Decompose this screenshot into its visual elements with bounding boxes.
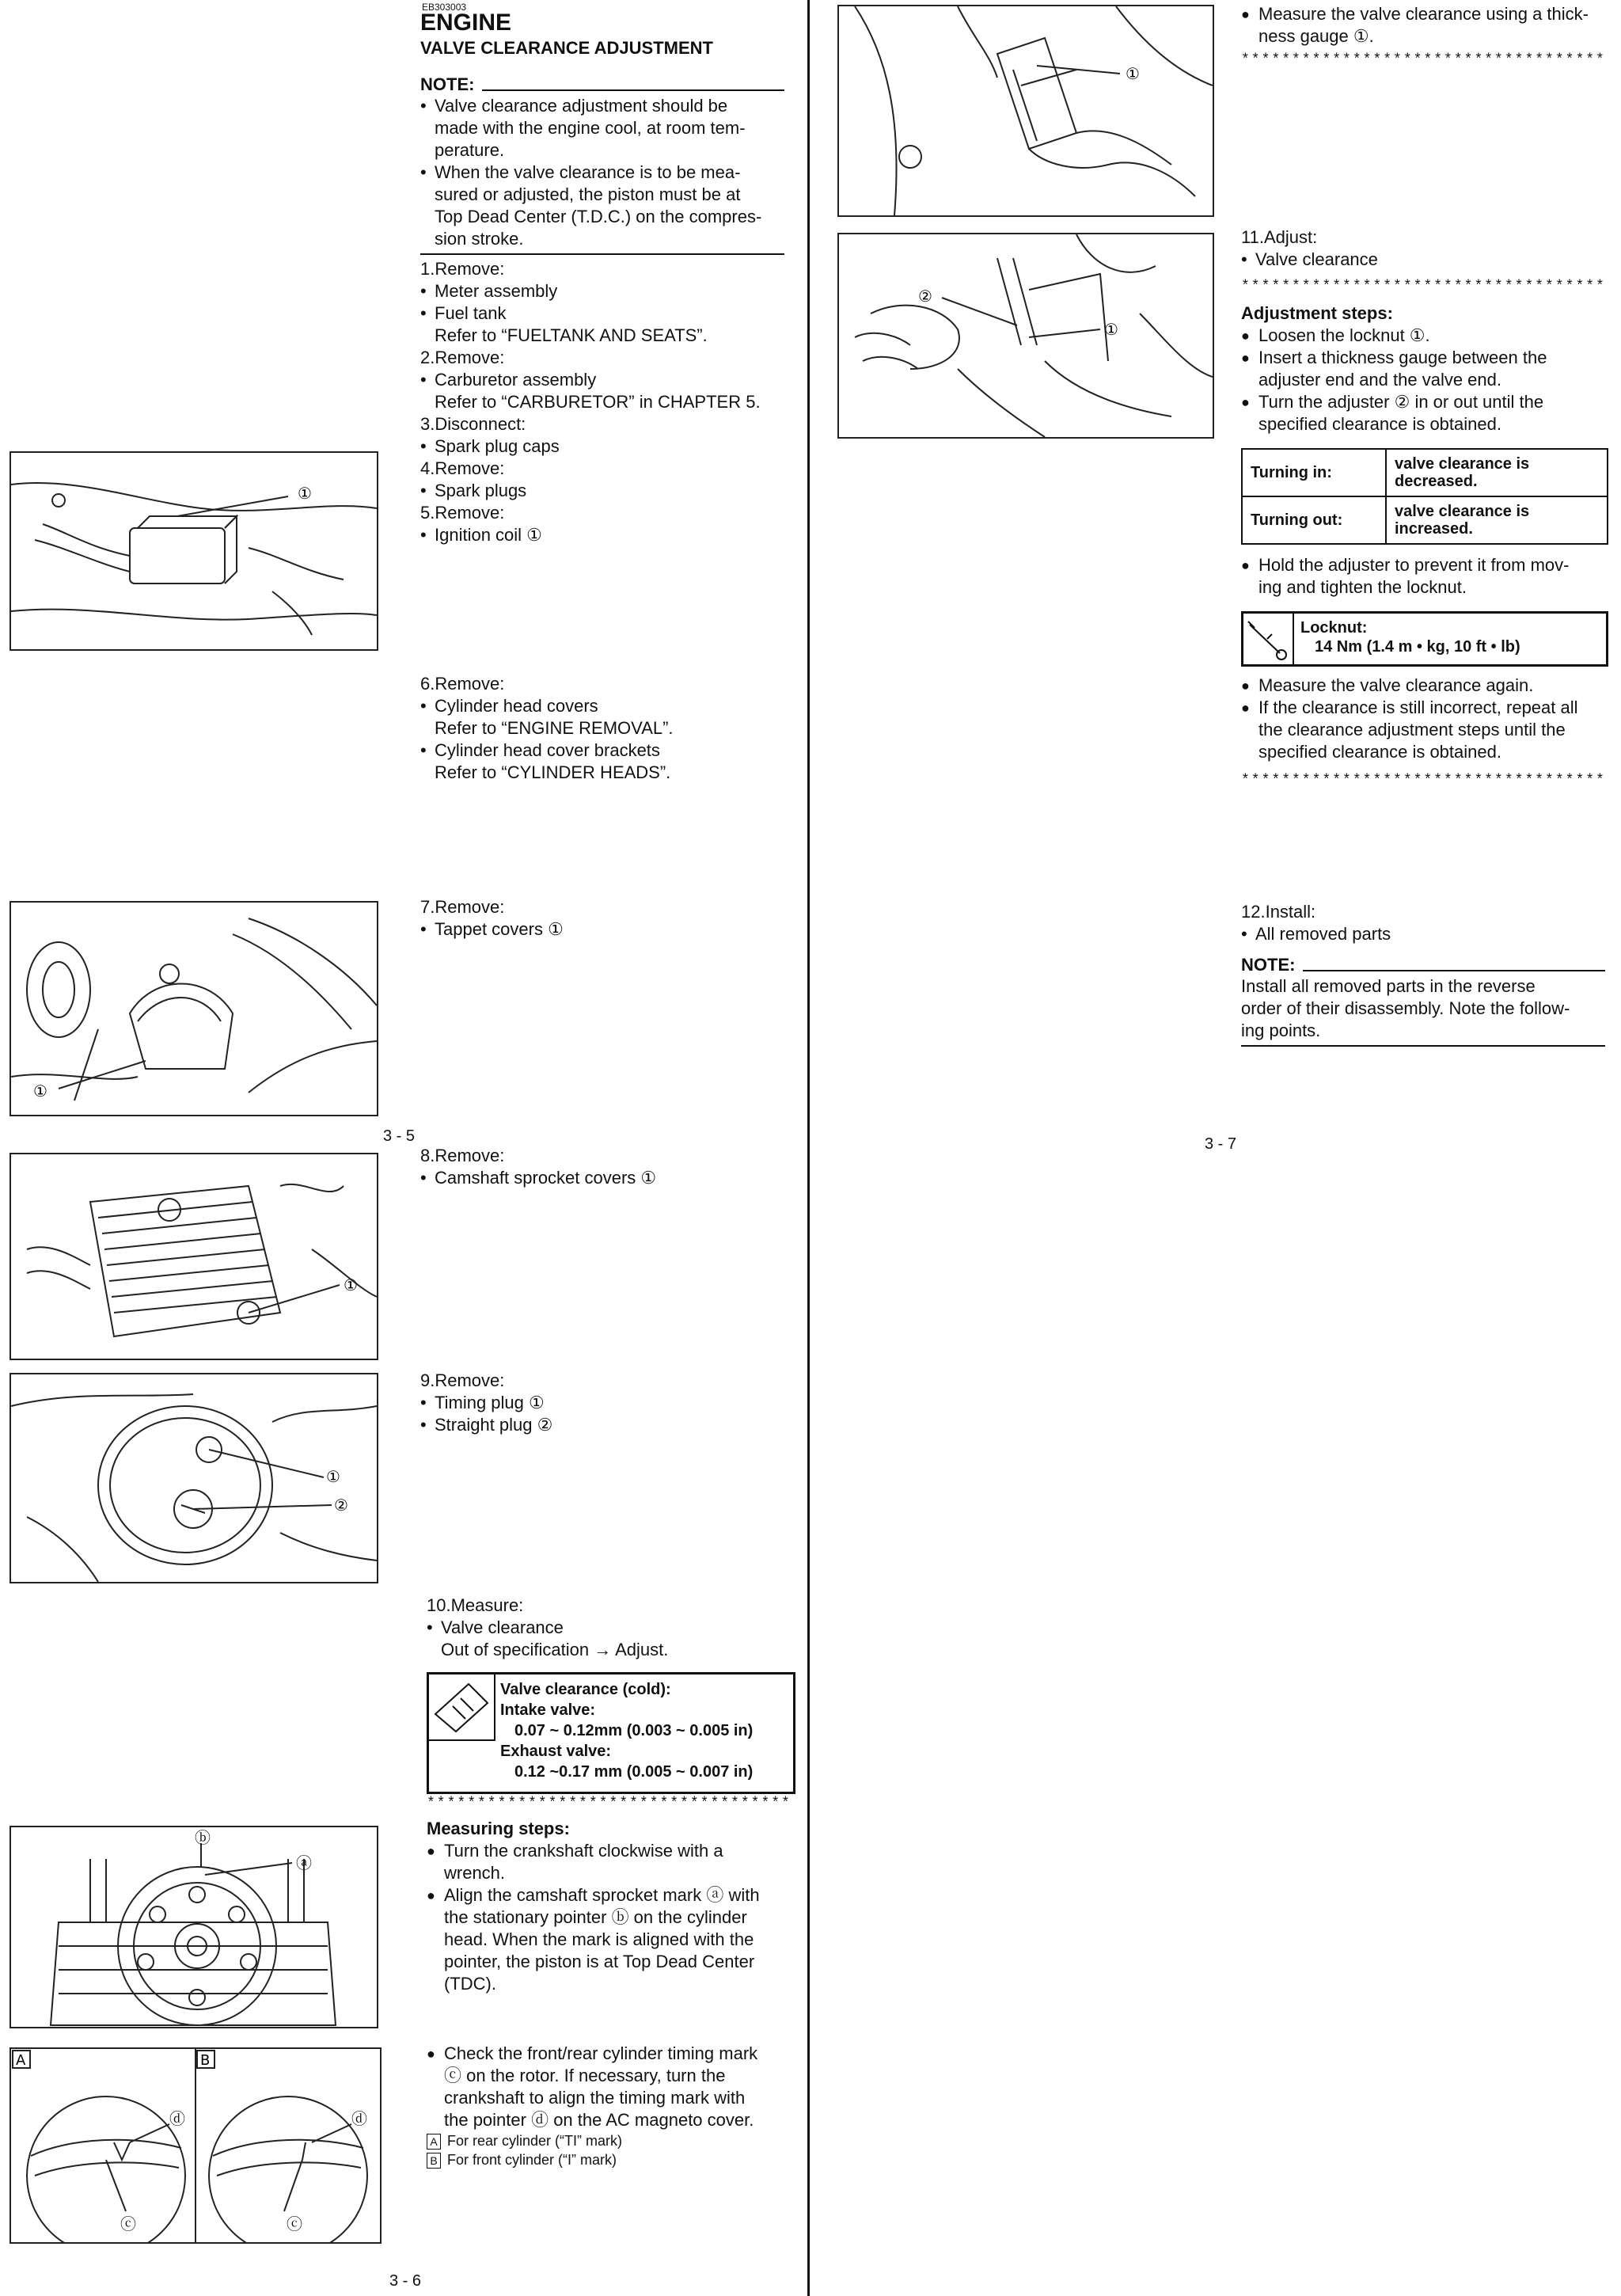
figure-tappet-covers — [9, 901, 378, 1116]
figure-ignition-coil — [9, 451, 378, 651]
step-12: 12.Install: — [1241, 902, 1316, 922]
adjustment-step-3 — [1241, 391, 1621, 435]
callout-2: ② — [334, 1496, 348, 1515]
page-number-3-7: 3 - 7 — [1205, 1135, 1237, 1153]
note1 — [420, 74, 784, 255]
table-value-line: valve clearance is — [1395, 503, 1530, 520]
torque-icon-cell — [1243, 614, 1294, 664]
note1-end-rule — [420, 253, 784, 255]
note2 — [1241, 955, 1605, 1047]
step-11-block — [1241, 226, 1621, 271]
measuring-step-2-line: the stationary pointer ⓑ on the cylinder — [444, 1907, 747, 1927]
adjustment-step-4 — [1241, 554, 1621, 599]
callout-1: ① — [344, 1275, 358, 1294]
callout-d: ⓓ — [351, 2109, 367, 2128]
thickness-gauge-drawing — [839, 6, 1213, 215]
note1-header — [420, 74, 784, 95]
measuring-step-3-line: crankshaft to align the timing mark with — [444, 2088, 746, 2108]
table-cell-label: Turning out: — [1242, 496, 1386, 544]
step-12-item: • All removed parts — [1241, 923, 1621, 945]
step-8-item: • Camshaft sprocket covers ① — [420, 1167, 792, 1189]
column-divider — [807, 0, 810, 2296]
stars-divider: ************************************ — [1241, 279, 1606, 295]
step-6-block — [420, 673, 792, 784]
measuring-step-4-line: ness gauge ①. — [1258, 26, 1374, 46]
spec-exhaust-value: 0.12 ~0.17 mm (0.005 ~ 0.007 in) — [514, 1763, 754, 1781]
legend-a — [427, 2131, 799, 2150]
measuring-step-3-line: the pointer ⓓ on the AC magneto cover. — [444, 2110, 754, 2130]
step-2: 2.Remove: — [420, 348, 505, 367]
legend-b — [427, 2150, 799, 2169]
callout-1: ① — [1104, 320, 1118, 339]
step-3-item: • Spark plug caps — [420, 435, 792, 458]
measuring-step-1-line: wrench. — [444, 1863, 506, 1883]
note1-item-2-line: • When the valve clearance is to be mea- — [435, 162, 741, 182]
note1-label: NOTE: — [420, 74, 475, 94]
torque-wrench-icon — [1243, 614, 1293, 664]
stars-divider: ************************************ — [1241, 773, 1606, 789]
table-row — [1242, 496, 1608, 544]
step-4-item: • Spark plugs — [420, 480, 792, 502]
spec-intake-value: 0.07 ~ 0.12mm (0.003 ~ 0.005 in) — [514, 1722, 754, 1739]
step-9: 9.Remove: — [420, 1370, 505, 1390]
callout-c: ⓒ — [287, 2214, 302, 2233]
step-10: 10.Measure: — [427, 1595, 524, 1615]
callout-1: ① — [298, 484, 312, 503]
measuring-steps — [427, 1818, 799, 1995]
adjuster-drawing — [839, 234, 1213, 437]
step-11-item: • Valve clearance — [1241, 249, 1621, 271]
adjustment-step-4-line: ● Hold the adjuster to prevent it from mov- — [1258, 555, 1570, 575]
box-label-a: A — [16, 2052, 26, 2069]
adjustment-steps — [1241, 302, 1621, 435]
chapter-title: ENGINE — [420, 10, 512, 36]
step-10-item: • Valve clearance — [427, 1617, 799, 1639]
measuring-step-2-line: head. When the mark is aligned with the — [444, 1929, 754, 1949]
adjustment-step-6-line: the clearance adjustment steps until the — [1258, 720, 1566, 739]
step-12-block — [1241, 901, 1621, 945]
callout-c: ⓒ — [120, 2214, 136, 2233]
measuring-step-4-block — [1241, 3, 1621, 48]
note2-label: NOTE: — [1241, 955, 1296, 975]
measuring-step-4-line: ● Measure the valve clearance using a thick- — [1258, 4, 1589, 24]
step-9-item: • Straight plug ② — [420, 1414, 792, 1436]
figure-adjuster — [837, 233, 1214, 439]
adjustment-step-2-line: ● Insert a thickness gauge between the — [1258, 348, 1547, 367]
adjustment-step-2-line: adjuster end and the valve end. — [1258, 370, 1502, 390]
camshaft-sprocket-drawing — [11, 1827, 377, 2027]
timing-legend — [427, 2131, 799, 2169]
step-1-ref: Refer to “FUELTANK AND SEATS”. — [435, 325, 708, 345]
callout-d: ⓓ — [169, 2109, 185, 2128]
step-3: 3.Disconnect: — [420, 414, 526, 434]
callout-b: ⓑ — [195, 1828, 211, 1847]
step-7-item: • Tappet covers ① — [420, 918, 792, 941]
adjustment-step-5: ● Measure the valve clearance again. — [1241, 675, 1621, 697]
adjustment-step-3-line: ● Turn the adjuster ② in or out until the — [1258, 392, 1544, 412]
spec-text — [500, 1679, 753, 1782]
step-2-ref: Refer to “CARBURETOR” in CHAPTER 5. — [435, 392, 761, 412]
legend-b-text: For front cylinder (“I” mark) — [447, 2152, 617, 2168]
note1-item-2-line: sured or adjusted, the piston must be at — [435, 184, 741, 204]
measuring-step-3-line: ⓒ on the rotor. If necessary, turn the — [444, 2066, 726, 2085]
note1-item-2-line: sion stroke. — [435, 229, 524, 249]
step-7-block — [420, 896, 792, 941]
step-7: 7.Remove: — [420, 897, 505, 917]
adjustment-step-4-block — [1241, 554, 1621, 599]
callout-1: ① — [1126, 64, 1140, 83]
figure-timing-marks — [9, 2047, 382, 2244]
valve-clearance-spec-box — [427, 1672, 795, 1794]
table-value-line: decreased. — [1395, 473, 1478, 490]
measuring-step-2-line: ● Align the camshaft sprocket mark ⓐ with — [444, 1885, 760, 1905]
step-11: 11.Adjust: — [1241, 227, 1318, 247]
note1-item-1-line: perature. — [435, 140, 505, 160]
table-value-line: valve clearance is — [1395, 455, 1530, 473]
measuring-step-2-line: (TDC). — [444, 1974, 496, 1994]
measuring-step-4 — [1241, 3, 1621, 48]
step-8-block — [420, 1145, 792, 1189]
callout-1: ① — [33, 1081, 47, 1100]
note2-header — [1241, 955, 1605, 975]
note1-item-1 — [420, 95, 784, 162]
table-value-line: increased. — [1395, 520, 1473, 538]
note2-line: Install all removed parts in the reverse — [1241, 976, 1536, 996]
camshaft-covers-drawing — [11, 1154, 377, 1359]
steps-1-5 — [420, 258, 792, 546]
note2-line: ing points. — [1241, 1021, 1321, 1040]
step-10-ref: Out of specification → Adjust. — [441, 1640, 669, 1659]
tappet-covers-drawing — [11, 903, 377, 1115]
measuring-step-3 — [427, 2043, 799, 2131]
step-1: 1.Remove: — [420, 259, 505, 279]
timing-marks-drawing — [11, 2049, 380, 2242]
note1-item-1-line: • Valve clearance adjustment should be — [435, 96, 728, 116]
note1-item-2-line: Top Dead Center (T.D.C.) on the compres- — [435, 207, 762, 226]
ignition-coil-drawing — [11, 453, 377, 649]
feeler-gauge-icon — [429, 1674, 494, 1739]
torque-value: 14 Nm (1.4 m • kg, 10 ft • lb) — [1315, 638, 1520, 656]
table-cell-label: Turning in: — [1242, 449, 1386, 496]
step-6: 6.Remove: — [420, 674, 505, 694]
step-4: 4.Remove: — [420, 458, 505, 478]
step-9-block — [420, 1370, 792, 1436]
section-title: VALVE CLEARANCE ADJUSTMENT — [420, 38, 713, 58]
table-row — [1242, 449, 1608, 496]
note1-item-1-line: made with the engine cool, at room tem- — [435, 118, 746, 138]
step-6-item: • Cylinder head cover brackets — [420, 739, 792, 762]
table-cell-value — [1386, 496, 1608, 544]
measuring-step-1 — [427, 1840, 799, 1884]
adjustment-steps-final — [1241, 675, 1621, 763]
step-10-block — [427, 1595, 799, 1661]
torque-label: Locknut: — [1300, 619, 1368, 637]
adjustment-step-1: ● Loosen the locknut ①. — [1241, 325, 1621, 347]
note2-end-rule — [1241, 1045, 1605, 1047]
adjustment-step-2 — [1241, 347, 1621, 391]
figure-camshaft-sprocket-covers — [9, 1153, 378, 1360]
step-2-item: • Carburetor assembly — [420, 369, 792, 391]
step-6-ref: Refer to “ENGINE REMOVAL”. — [435, 718, 674, 738]
figure-thickness-gauge — [837, 5, 1214, 217]
torque-spec-box — [1241, 611, 1608, 667]
step-6-ref: Refer to “CYLINDER HEADS”. — [435, 762, 671, 782]
step-1-item: • Meter assembly — [420, 280, 792, 302]
figure-timing-plug — [9, 1373, 378, 1583]
adjustment-step-6 — [1241, 697, 1621, 763]
adjustment-step-4-line: ing and tighten the locknut. — [1258, 577, 1467, 597]
step-8: 8.Remove: — [420, 1146, 505, 1165]
step-1-item: • Fuel tank — [420, 302, 792, 325]
note2-text — [1241, 975, 1605, 1042]
spec-title: Valve clearance (cold): — [500, 1681, 671, 1698]
measuring-step-3-line: ● Check the front/rear cylinder timing mark — [444, 2043, 758, 2063]
doc-code: EB303003 — [422, 2, 467, 13]
adjustment-title: Adjustment steps: — [1241, 303, 1393, 323]
legend-a-text: For rear cylinder (“TI” mark) — [447, 2133, 623, 2149]
step-9-item: • Timing plug ① — [420, 1392, 792, 1414]
measuring-title: Measuring steps: — [427, 1819, 570, 1838]
note2-line: order of their disassembly. Note the follow- — [1241, 998, 1570, 1018]
page-number-3-5: 3 - 5 — [383, 1127, 416, 1145]
measuring-step-2 — [427, 1884, 799, 1995]
table-cell-value — [1386, 449, 1608, 496]
step-5: 5.Remove: — [420, 503, 505, 523]
spec-icon-cell — [429, 1674, 495, 1741]
legend-a-box: A — [427, 2134, 441, 2150]
measuring-step-3-block — [427, 2043, 799, 2169]
torque-text — [1300, 618, 1520, 656]
adjustment-step-3-line: specified clearance is obtained. — [1258, 414, 1501, 434]
callout-1: ① — [326, 1467, 340, 1486]
measuring-step-2-line: pointer, the piston is at Top Dead Center — [444, 1952, 755, 1971]
step-5-item: • Ignition coil ① — [420, 524, 792, 546]
measuring-step-1-line: ● Turn the crankshaft clockwise with a — [444, 1841, 723, 1861]
stars-divider: ************************************ — [427, 1796, 792, 1811]
note1-item-2 — [420, 162, 784, 250]
figure-camshaft-sprocket — [9, 1826, 378, 2028]
adjustment-step-6-line: ● If the clearance is still incorrect, repeat all — [1258, 698, 1578, 717]
box-label-b: B — [200, 2052, 211, 2069]
callout-2: ② — [918, 287, 932, 306]
stars-divider: ************************************ — [1241, 52, 1606, 68]
spec-exhaust-label: Exhaust valve: — [500, 1743, 612, 1760]
adjustment-table — [1241, 448, 1608, 545]
step-6-item: • Cylinder head covers — [420, 695, 792, 717]
callout-a: ⓐ — [296, 1853, 312, 1872]
page-number-3-6: 3 - 6 — [389, 2272, 422, 2290]
spec-intake-label: Intake valve: — [500, 1701, 596, 1719]
legend-b-box: B — [427, 2153, 441, 2169]
timing-plug-drawing — [11, 1374, 377, 1582]
adjustment-step-6-line: specified clearance is obtained. — [1258, 742, 1501, 762]
